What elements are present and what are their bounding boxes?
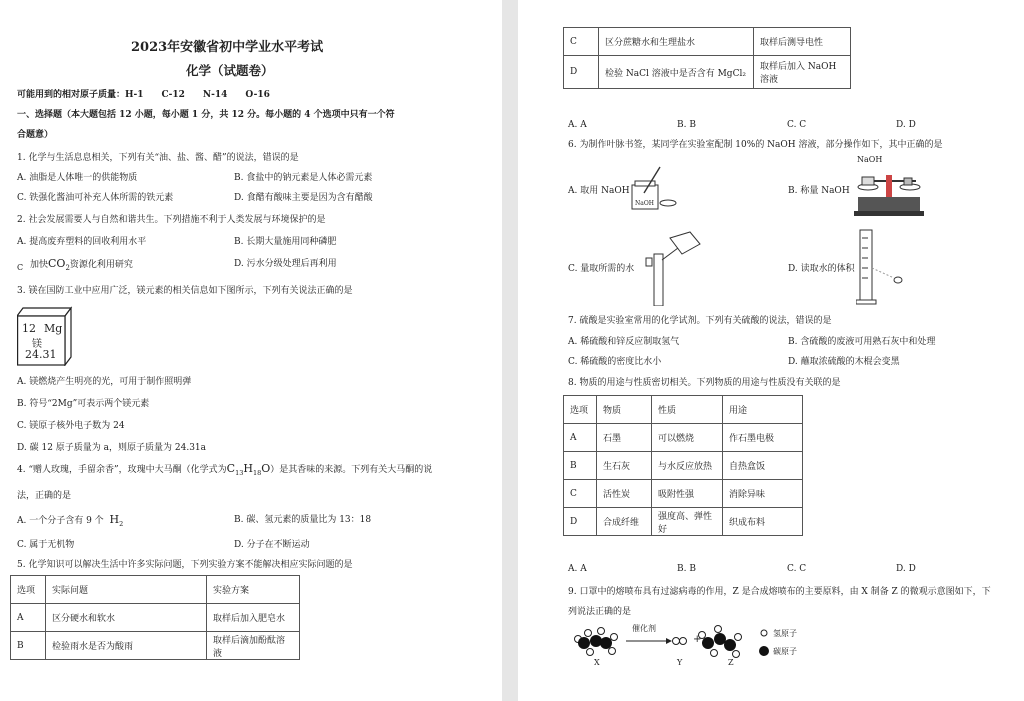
q5-row-a-option: A (11, 604, 46, 632)
table-row (564, 424, 803, 452)
q4-h2-subscript: 2 (119, 519, 124, 528)
q3-option-b: B. 符号“2Mg”可表示两个镁元素 (17, 399, 150, 409)
q5-row-c-problem: 区分蔗糖水和生理盐水 (599, 28, 754, 56)
q8-header-substance: 物质 (597, 396, 652, 424)
q4-formula-c: C (226, 462, 236, 475)
molecule-x-label: X (594, 658, 600, 667)
q2-co2-subscript: 2 (65, 263, 70, 272)
table-row (564, 480, 803, 508)
q5-row-c-plan: 取样后测导电性 (754, 28, 851, 56)
q5-option-a: A. A (568, 120, 587, 130)
element-atomic-number: 12 (22, 322, 36, 335)
q8-option-c: C. C (787, 564, 807, 574)
table-row (11, 604, 300, 632)
molecule-x (575, 628, 618, 656)
element-symbol: Mg (44, 322, 63, 335)
q5-header-plan: 实验方案 (207, 576, 300, 604)
q8-row-c-substance: 活性炭 (597, 480, 652, 508)
table-row (564, 508, 803, 536)
q1-option-a: A. 油脂是人体唯一的供能物质 (17, 173, 138, 183)
element-name: 镁 (32, 339, 42, 350)
q4-option-a (17, 514, 123, 530)
q5-header-option: 选项 (11, 576, 46, 604)
q5-row-d-problem: 检验 NaCl 溶液中是否含有 MgCl₂ (599, 56, 754, 89)
q4-stem-line2: 法，正确的是 (17, 491, 72, 501)
molecule-z-label: Z (728, 658, 734, 667)
q5-option-d: D. D (896, 120, 916, 130)
q5-row-d-plan: 取样后加入 NaOH 溶液 (754, 56, 851, 89)
q7-option-b: B. 含硫酸的废液可用熟石灰中和处理 (788, 337, 936, 347)
q4-stem-post: ）是其香味的来源。下列有关大马酮的说 (270, 465, 433, 475)
table-row (11, 632, 300, 660)
q1-option-d: D. 食醋有酸味主要是因为含有醋酸 (234, 193, 373, 203)
page-gap (502, 0, 518, 701)
q4-formula-h: H (243, 462, 253, 475)
q3-option-a: A. 镁燃烧产生明亮的光，可用于制作照明弹 (17, 377, 192, 387)
q8-row-b-substance: 生石灰 (597, 452, 652, 480)
molecule-y (673, 638, 687, 645)
q8-option-d: D. D (896, 564, 916, 574)
q8-row-a-option: A (564, 424, 597, 452)
exam-page-right (518, 0, 1024, 701)
q2-option-c-mark: C (17, 263, 24, 272)
q8-row-a-substance: 石墨 (597, 424, 652, 452)
q8-row-c-option: C (564, 480, 597, 508)
q8-table-header (564, 396, 803, 424)
q7-stem: 7. 硫酸是实验室常用的化学试剂。下列有关硫酸的说法，错误的是 (568, 316, 832, 326)
q2-stem: 2. 社会发展需要人与自然和谐共生。下列措施不利于人类发展与环境保护的是 (17, 215, 326, 225)
q6-option-d: D. 读取水的体积 (788, 264, 855, 274)
q6-stem: 6. 为制作叶脉书签，某同学在实验室配制 10%的 NaOH 溶液，部分操作如下，其中正确的是 (568, 140, 943, 150)
q6-option-a: A. 取用 NaOH (568, 186, 630, 196)
q8-header-option: 选项 (564, 396, 597, 424)
element-atomic-mass: 24.31 (25, 348, 57, 361)
graduated-cylinder-illustration (856, 228, 906, 306)
q8-stem: 8. 物质的用途与性质密切相关。下列物质的用途与性质没有关联的是 (568, 378, 841, 388)
q8-row-d-property: 强度高、弹性好 (652, 508, 723, 536)
section1-heading-cont: 合题意） (17, 130, 54, 140)
q8-row-b-option: B (564, 452, 597, 480)
q4-stem (17, 463, 432, 479)
q5-row-b-option: B (11, 632, 46, 660)
q8-row-d-option: D (564, 508, 597, 536)
catalyst-label: 催化剂 (632, 624, 656, 633)
q2-option-c (17, 258, 133, 274)
q4-option-b: B. 碳、氢元素的质量比为 13：18 (234, 515, 372, 525)
q5-option-b: B. B (677, 120, 696, 130)
q7-option-c: C. 稀硫酸的密度比水小 (568, 357, 662, 367)
table-row (564, 28, 851, 56)
q8-row-a-use: 作石墨电极 (723, 424, 803, 452)
naoh-bottle-label: NaOH (635, 200, 654, 207)
q8-row-c-use: 消除异味 (723, 480, 803, 508)
q6-option-b: B. 称量 NaOH (788, 186, 850, 196)
exam-subtitle: 化学（试题卷） (186, 63, 274, 78)
q3-option-d: D. 碳 12 原子质量为 a，则原子质量为 24.31a (17, 443, 207, 453)
q4-option-a-text: A. 一个分子含有 9 个 (17, 516, 104, 526)
q5-header-problem: 实际问题 (46, 576, 207, 604)
q5-option-c: C. C (787, 120, 807, 130)
q8-row-a-property: 可以燃烧 (652, 424, 723, 452)
q8-row-c-property: 吸附性强 (652, 480, 723, 508)
q4-subscript-c: 13 (235, 468, 244, 477)
q8-table (563, 395, 803, 536)
atomic-mass-note: 可能用到的相对原子质量：H-1 C-12 N-14 O-16 (17, 90, 270, 100)
q9-stem-line2: 列说法正确的是 (568, 607, 632, 617)
q5-row-a-plan: 取样后加入肥皂水 (207, 604, 300, 632)
table-row (564, 56, 851, 89)
legend-carbon-marker (759, 646, 769, 656)
q4-option-d: D. 分子在不断运动 (234, 540, 310, 550)
q1-stem: 1. 化学与生活息息相关，下列有关“油、盐、酱、醋”的说法，错误的是 (17, 153, 299, 163)
balance-scale-illustration (852, 165, 926, 217)
q5-row-c-option: C (564, 28, 599, 56)
q8-row-d-substance: 合成纤维 (597, 508, 652, 536)
section1-heading: 一、选择题（本大题包括 12 小题，每小题 1 分，共 12 分。每小题的 4 个选项中只有一个符 (17, 110, 395, 120)
q5-row-b-plan: 取样后滴加酚酞溶液 (207, 632, 300, 660)
q9-stem: 9. 口罩中的熔喷布具有过滤病毒的作用，Z 是合成熔喷布的主要原料，由 X 制备 Z 的微观示意图如下，下 (568, 587, 991, 597)
q8-option-b: B. B (677, 564, 696, 574)
q1-option-c: C. 铁强化酱油可补充人体所需的铁元素 (17, 193, 174, 203)
q7-option-d: D. 蘸取浓硫酸的木棍会变黑 (788, 357, 900, 367)
table-row (564, 452, 803, 480)
q4-option-c: C. 属于无机物 (17, 540, 75, 550)
molecule-y-label: Y (677, 658, 683, 667)
q5-row-b-problem: 检验雨水是否为酸雨 (46, 632, 207, 660)
q4-formula-o: O (261, 462, 271, 475)
q2-co2-formula: CO (48, 257, 66, 270)
q8-header-property: 性质 (652, 396, 723, 424)
q4-stem-pre: 4. “赠人玫瑰，手留余香”，玫瑰中大马酮（化学式为 (17, 465, 227, 475)
q5-stem: 5. 化学知识可以解决生活中许多实际问题，下列实验方案不能解决相应实际问题的是 (17, 560, 353, 570)
q4-h2-formula: H (109, 513, 120, 526)
q8-header-use: 用途 (723, 396, 803, 424)
q8-row-b-property: 与水反应放热 (652, 452, 723, 480)
q8-option-a: A. A (568, 564, 587, 574)
q2-option-a: A. 提高废弃塑料的回收利用水平 (17, 237, 147, 247)
q2-option-b: B. 长期大量施用同种磷肥 (234, 237, 337, 247)
legend-carbon-label: 碳原子 (773, 647, 797, 656)
q5-table-header (11, 576, 300, 604)
q8-row-d-use: 织成布料 (723, 508, 803, 536)
exam-page-left (0, 0, 502, 701)
exam-title: 2023年安徽省初中学业水平考试 (131, 40, 324, 55)
q2-option-c-post: 资源化利用研究 (69, 260, 133, 270)
q3-option-c: C. 镁原子核外电子数为 24 (17, 421, 125, 431)
q3-stem: 3. 镁在国防工业中应用广泛，镁元素的相关信息如下图所示，下列有关说法正确的是 (17, 286, 353, 296)
q7-option-a: A. 稀硫酸和锌反应制取氢气 (568, 337, 680, 347)
legend-hydrogen-marker (761, 630, 767, 636)
q5-table-continued (563, 27, 851, 89)
q5-row-d-option: D (564, 56, 599, 89)
q8-row-b-use: 自热盒饭 (723, 452, 803, 480)
q4-subscript-h: 18 (252, 468, 262, 477)
q2-option-d: D. 污水分级处理后再利用 (234, 259, 337, 269)
q6-option-c: C. 量取所需的水 (568, 264, 635, 274)
scale-naoh-label: NaOH (857, 155, 883, 164)
legend-hydrogen-label: 氢原子 (773, 629, 797, 638)
molecule-z (699, 626, 742, 658)
plus-sign: + (693, 634, 702, 645)
q2-option-c-pre: 加快 (30, 260, 49, 270)
pouring-water-illustration (642, 230, 704, 306)
q1-option-b: B. 食盐中的钠元素是人体必需元素 (234, 173, 373, 183)
q5-table (10, 575, 300, 660)
q5-row-a-problem: 区分硬水和软水 (46, 604, 207, 632)
